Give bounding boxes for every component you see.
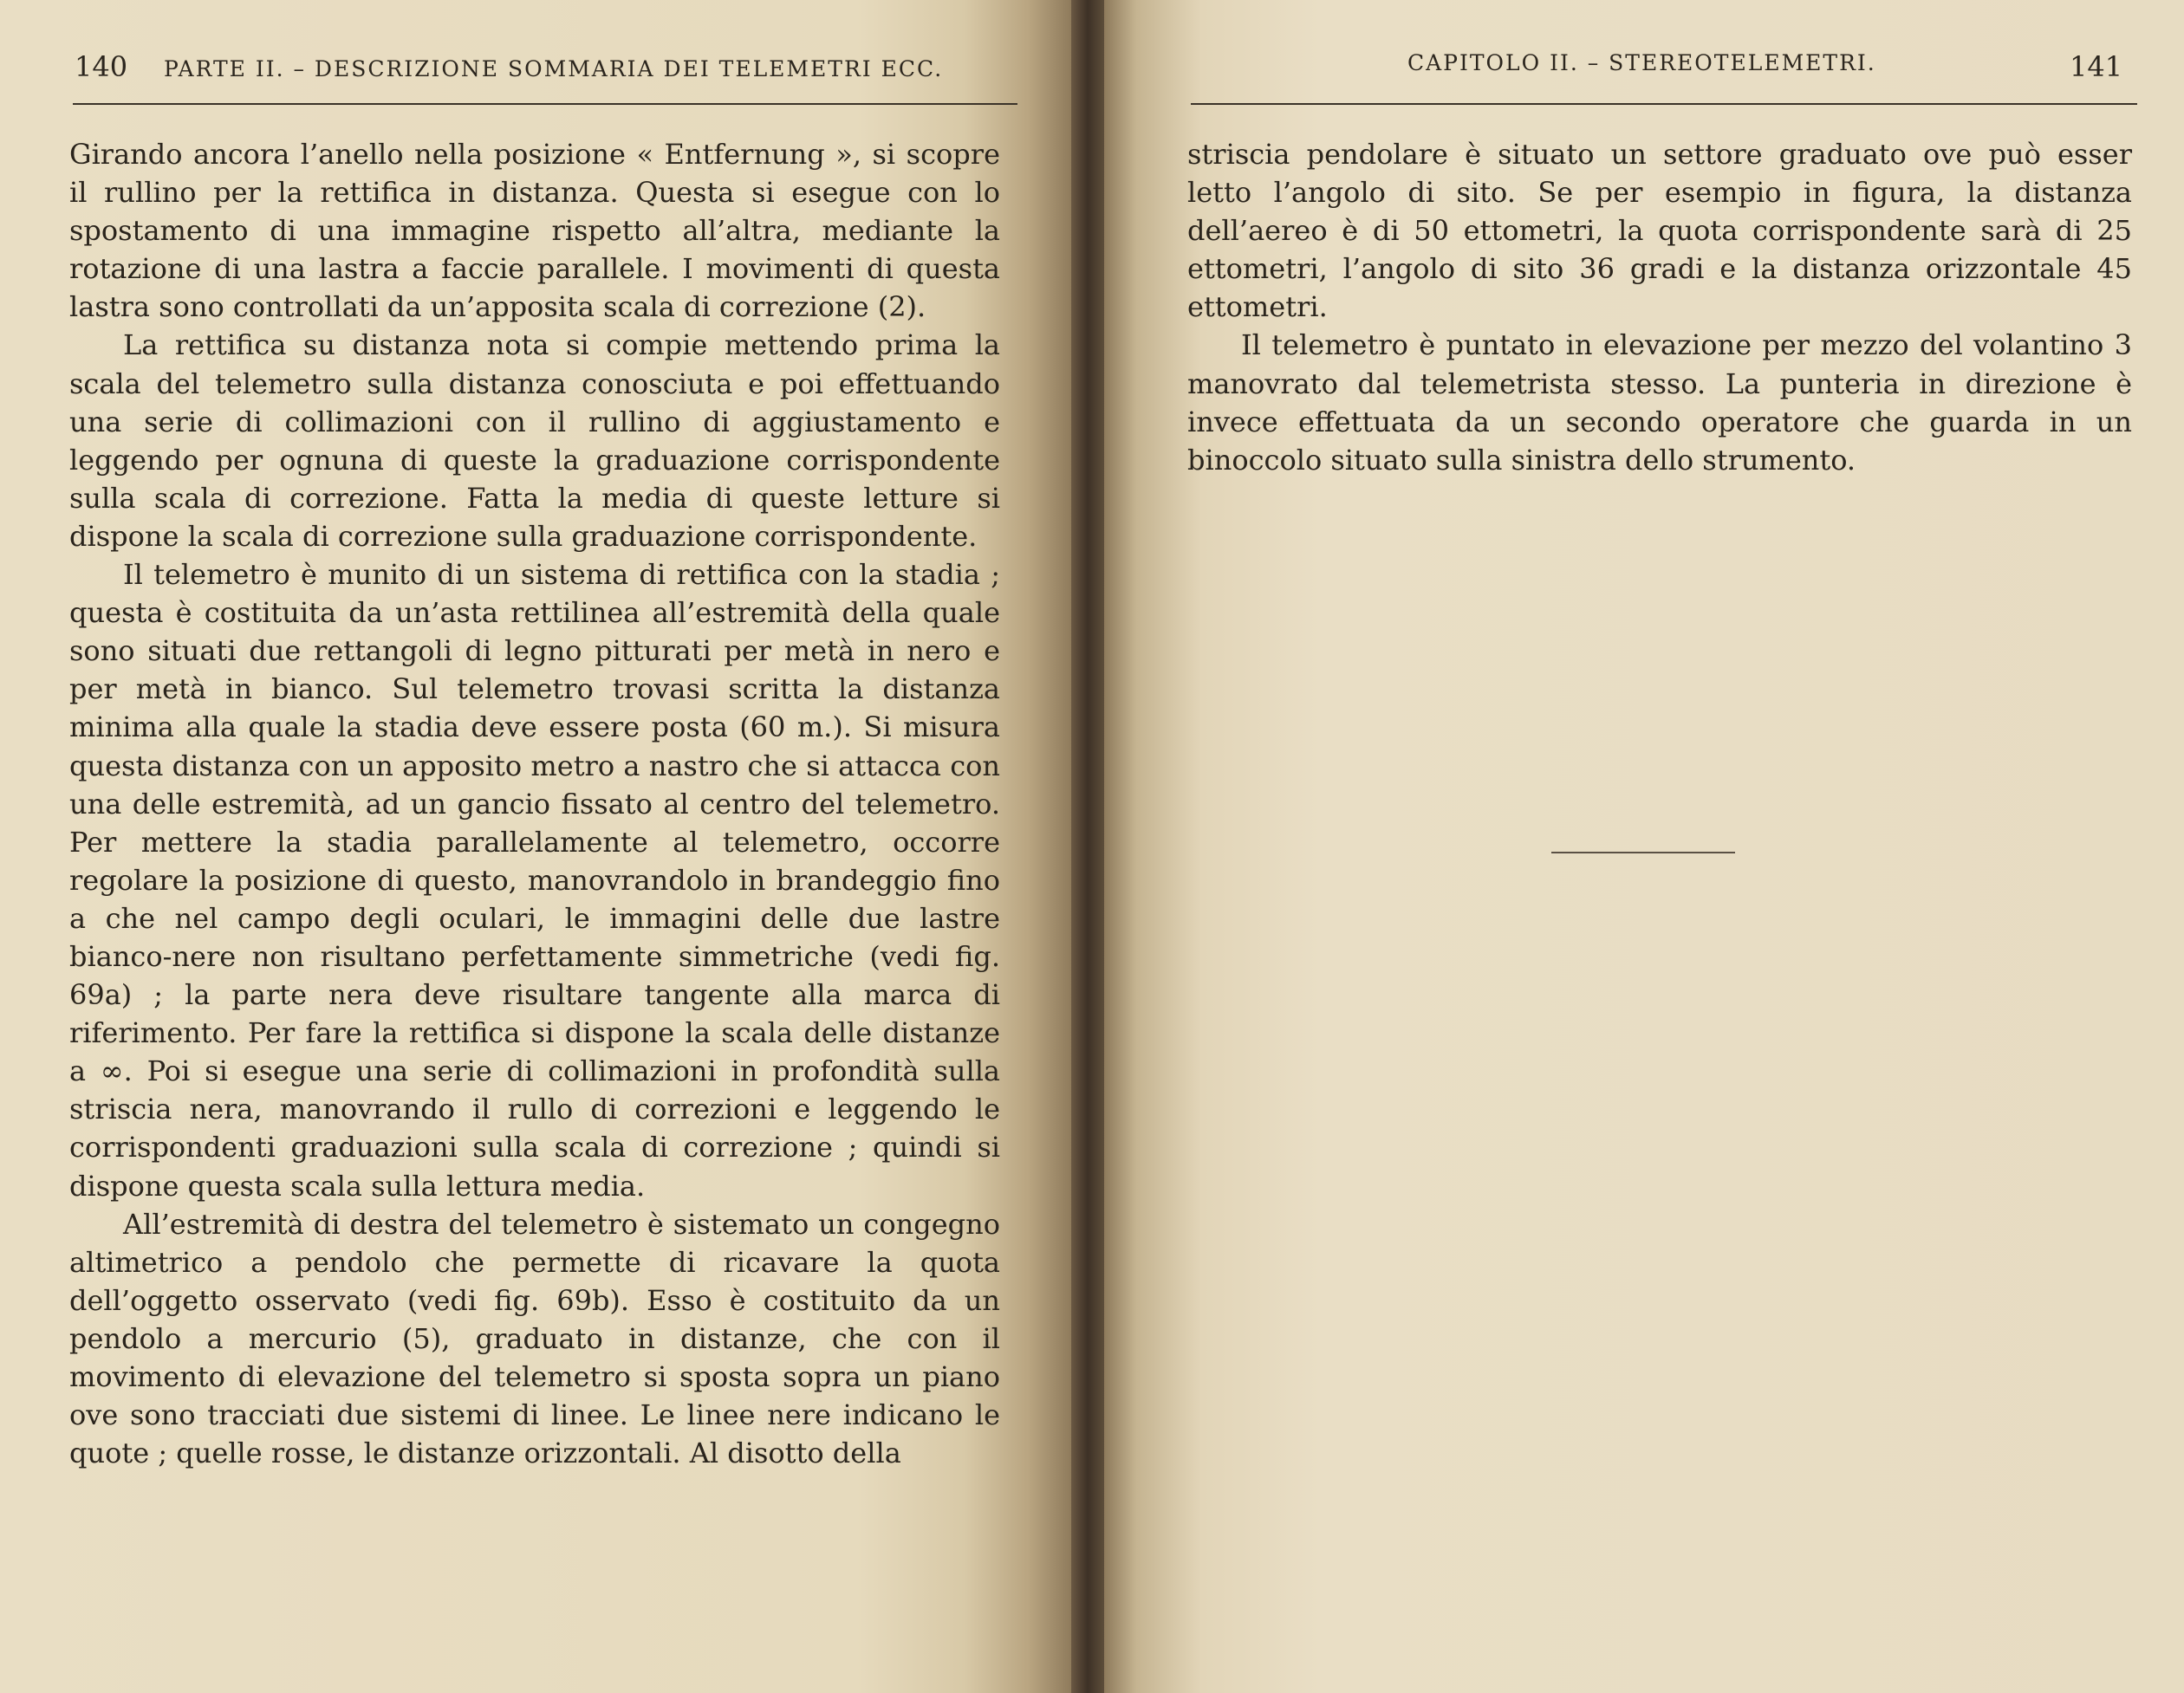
right-page xyxy=(1104,0,2184,1693)
left-page-number: 140 xyxy=(75,50,128,83)
right-header-rule xyxy=(1191,103,2137,105)
book-gutter xyxy=(1071,0,1104,1693)
left-paragraph-4: All’estremità di destra del telemetro è sistemato un congegno altimetrico a pendolo che permette di ricavare la quota dell’oggetto osservato (vedi fig. 69b). Esso è costituito da un pendolo a mercurio (5), graduato in distanze, che con il movimento di elevazione del telemetro si sposta sopra un piano ove sono tracciati due sistemi di linee. Le linee nere indicano le quote ; quelle rosse, le distanze orizzontali. Al disotto della xyxy=(69,1207,1000,1470)
right-page-number: 141 xyxy=(2070,50,2123,83)
chapter-end-rule xyxy=(1551,852,1735,853)
right-page-body xyxy=(1187,135,2132,479)
left-paragraph-3: Il telemetro è munito di un sistema di rettifica con la stadia ; questa è costituita da un’asta rettilinea all’estremità della quale sono situati due rettangoli di legno pitturati per metà in nero e per metà in bianco. Sul telemetro trovasi scritta la distanza minima alla quale la stadia deve essere posta (60 m.). Si misura questa distanza con un apposito metro a nastro che si attacca con una delle estremità, ad un gancio fissato al centro del telemetro. Per mettere la stadia parallelamente al telemetro, occorre regolare la posizione di questo, manovrandolo in brandeggio fino a che nel campo degli oculari, le immagini delle due lastre bianco-nere non risultano perfettamente simmetriche (vedi fig. 69a) ; la parte nera deve risultare tangente alla marca di riferimento. Per fare la rettifica si dispone la scala delle distanze a ∞. Poi si esegue una serie di collimazioni in profondità sulla striscia nera, manovrando il rullo di correzioni e leggendo le corrispondenti graduazioni sulla scala di correzione ; quindi si dispone questa scala sulla lettura media. xyxy=(69,558,1000,1203)
left-paragraph-2: La rettifica su distanza nota si compie mettendo prima la scala del telemetro sulla distanza conosciuta e poi effettuando una serie di collimazioni con il rullino di aggiustamento e leggendo per ognuna di queste la graduazione corrispondente sulla scala di correzione. Fatta la media di queste letture si dispone la scala di correzione sulla graduazione corrispondente. xyxy=(69,328,1000,553)
left-page-body xyxy=(69,135,1000,1472)
right-running-head: CAPITOLO II. – STEREOTELEMETRI. xyxy=(1407,50,1876,75)
right-paragraph-2: Il telemetro è puntato in elevazione per mezzo del volantino 3 manovrato dal telemetrista stesso. La punteria in direzione è invece effettuata da un secondo operatore che guarda in un binoccolo situato sulla sinistra dello strumento. xyxy=(1187,328,2132,477)
left-page xyxy=(0,0,1071,1693)
left-header-rule xyxy=(73,103,1017,105)
left-paragraph-1: Girando ancora l’anello nella posizione « Entfernung », si scopre il rullino per la rettifica in distanza. Questa si esegue con lo spostamento di una immagine rispetto all’altra, mediante la rotazione di una lastra a faccie parallele. I movimenti di questa lastra sono controllati da un’apposita scala di correzione (2). xyxy=(69,138,1000,324)
left-page-header xyxy=(75,50,943,83)
left-running-head: PARTE II. – DESCRIZIONE SOMMARIA DEI TELEMETRI ECC. xyxy=(163,56,944,81)
right-paragraph-1: striscia pendolare è situato un settore graduato ove può esser letto l’angolo di sito. Se per esempio in figura, la distanza dell’aereo è di 50 ettometri, la quota corrispondente sarà di 25 ettometri, l’angolo di sito 36 gradi e la distanza orizzontale 45 ettometri. xyxy=(1187,138,2132,324)
